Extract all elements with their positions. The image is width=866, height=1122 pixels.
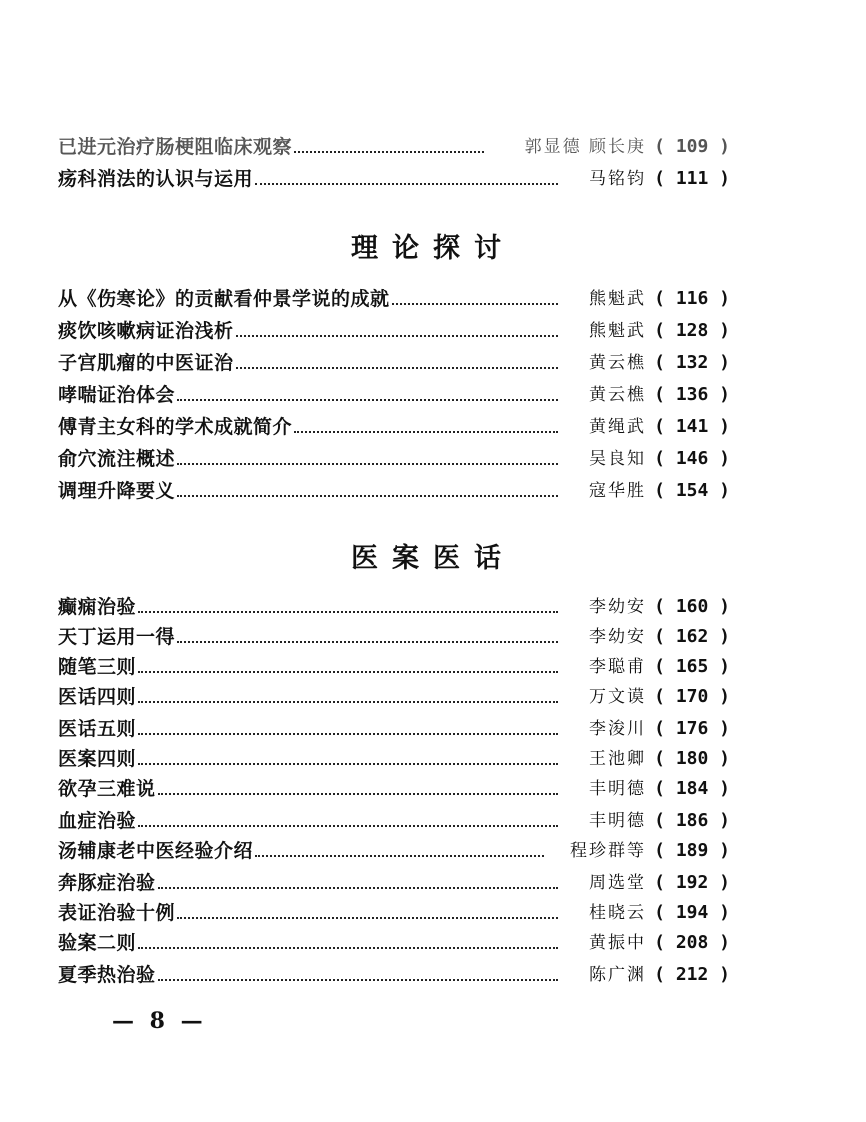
entry-author: 熊魁武 [589,321,646,341]
entry-title: 奔豚症治验 [58,872,156,894]
entry-title: 调理升降要义 [58,480,176,502]
toc-entry [58,478,730,504]
entry-author: 黄云樵 [589,385,646,405]
toc-entry [58,808,730,834]
entry-page: ( 184 ) [654,778,730,799]
leader-dots [138,825,558,827]
leader-dots [177,399,558,401]
toc-entry [58,654,730,680]
entry-page: ( 176 ) [654,718,730,739]
entry-page: ( 141 ) [654,416,730,437]
entry-author: 郭显德 顾长庚 [524,137,646,157]
toc-entry [58,350,730,376]
leader-dots [138,947,558,949]
entry-title: 表证治验十例 [58,902,176,924]
entry-author: 吴良知 [589,449,646,469]
leader-dots [177,495,558,497]
entry-title: 随笔三则 [58,656,137,678]
leader-dots [236,335,558,337]
toc-entry [58,594,730,620]
entry-title: 验案二则 [58,932,137,954]
toc-entry [58,838,730,864]
leader-dots [138,611,558,613]
entry-author: 黄绳武 [589,417,646,437]
section-heading: 医案医话 [351,543,515,574]
entry-page: ( 212 ) [654,964,730,985]
leader-dots [294,151,484,153]
toc-entry [58,446,730,472]
entry-author: 黄振中 [589,933,646,953]
entry-author: 寇华胜 [589,481,646,501]
entry-page: ( 189 ) [654,840,730,861]
entry-author: 李幼安 [589,597,646,617]
entry-page: ( 128 ) [654,320,730,341]
toc-entry [58,776,730,802]
entry-page: ( 194 ) [654,902,730,923]
toc-entry [58,624,730,650]
entry-title: 哮喘证治体会 [58,384,176,406]
entry-author: 熊魁武 [589,289,646,309]
entry-page: ( 136 ) [654,384,730,405]
leader-dots [177,463,558,465]
entry-page: ( 165 ) [654,656,730,677]
entry-title: 天丁运用一得 [58,626,176,648]
entry-title: 医案四则 [58,748,137,770]
toc-entry [58,962,730,988]
leader-dots [236,367,558,369]
leader-dots [138,733,558,735]
entry-author: 丰明德 [589,779,646,799]
entry-author: 李聪甫 [589,657,646,677]
leader-dots [255,183,558,185]
entry-page: ( 116 ) [654,288,730,309]
entry-author: 李浚川 [589,719,646,739]
entry-title: 已进元治疗肠梗阻临床观察 [58,136,293,158]
entry-title: 痰饮咳嗽病证治浅析 [58,320,234,342]
leader-dots [294,431,558,433]
toc-entry [58,382,730,408]
toc-entry [58,166,730,192]
entry-page: ( 160 ) [654,596,730,617]
entry-title: 癫痫治验 [58,596,137,618]
toc-entry [58,930,730,956]
entry-title: 傅青主女科的学术成就简介 [58,416,293,438]
entry-page: ( 109 ) [654,136,730,157]
entry-title: 医话五则 [58,718,137,740]
leader-dots [177,641,558,643]
toc-entry [58,318,730,344]
entry-page: ( 192 ) [654,872,730,893]
entry-author: 周选堂 [589,873,646,893]
entry-author: 丰明德 [589,811,646,831]
entry-title: 从《伤寒论》的贡献看仲景学说的成就 [58,288,390,310]
entry-page: ( 111 ) [654,168,730,189]
leader-dots [255,855,544,857]
entry-author: 万文谟 [589,687,646,707]
entry-author: 马铭钧 [589,169,646,189]
toc-entry [58,716,730,742]
entry-page: ( 186 ) [654,810,730,831]
entry-title: 俞穴流注概述 [58,448,176,470]
entry-title: 夏季热治验 [58,964,156,986]
entry-author: 陈广渊 [589,965,646,985]
entry-author: 程珍群等 [570,841,646,861]
entry-title: 医话四则 [58,686,137,708]
toc-entry [58,414,730,440]
toc-entry [58,286,730,312]
section-heading: 理论探讨 [351,233,515,264]
entry-title: 欲孕三难说 [58,778,156,800]
leader-dots [392,303,558,305]
entry-title: 汤辅康老中医经验介绍 [58,840,254,862]
leader-dots [138,671,558,673]
toc-entry [58,134,730,160]
entry-author: 桂晓云 [589,903,646,923]
entry-page: ( 180 ) [654,748,730,769]
entry-author: 黄云樵 [589,353,646,373]
leader-dots [158,887,558,889]
toc-entry [58,870,730,896]
entry-title: 疡科消法的认识与运用 [58,168,254,190]
toc-entry [58,900,730,926]
entry-title: 血症治验 [58,810,137,832]
entry-page: ( 146 ) [654,448,730,469]
entry-title: 子宫肌瘤的中医证治 [58,352,234,374]
entry-author: 王池卿 [589,749,646,769]
toc-entry [58,684,730,710]
entry-page: ( 162 ) [654,626,730,647]
entry-page: ( 154 ) [654,480,730,501]
toc-entry [58,746,730,772]
entry-author: 李幼安 [589,627,646,647]
leader-dots [138,701,558,703]
leader-dots [158,979,558,981]
entry-page: ( 170 ) [654,686,730,707]
entry-page: ( 208 ) [654,932,730,953]
leader-dots [177,917,558,919]
page-number: — 8 — [112,1008,207,1034]
entry-page: ( 132 ) [654,352,730,373]
leader-dots [158,793,558,795]
leader-dots [138,763,558,765]
